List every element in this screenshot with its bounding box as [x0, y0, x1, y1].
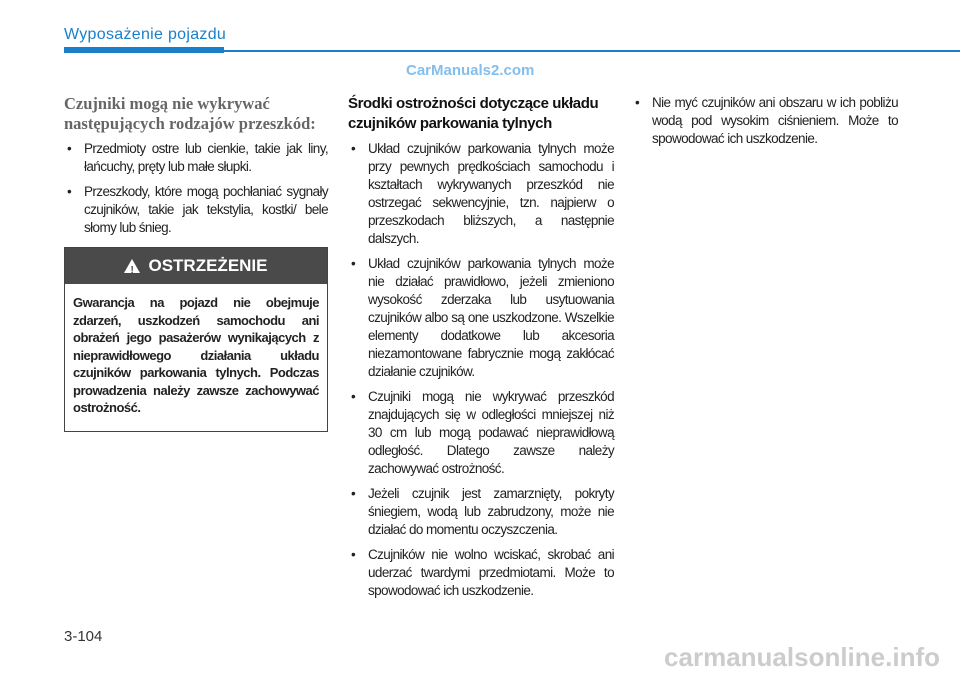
list-item: • Jeżeli czujnik jest zamarznięty, pokryty śniegiem, wodą lub zabrudzony, może nie działać do momentu oczyszczenia. [348, 485, 614, 539]
page-number: 3-104 [64, 628, 103, 645]
header-rule [224, 50, 960, 52]
list-item: • Układ czujników parkowania tylnych może nie działać prawidłowo, jeżeli zmieniono wysokość zderzaka lub usytuowania czujników albo są one uszkodzone. Wszelkie elementy dodatkowe lub akcesoria niezamontowane fabrycznie mogą zakłócać działanie czujników. [348, 255, 614, 381]
warning-text: Gwarancja na pojazd nie obejmuje zdarzeń, uszkodzeń samochodu ani obrażeń jego pasażerów wynikających z nieprawidłowego działania układu czujników parkowania tylnych. Podczas prowadzenia należy zawsze zachowywać ostrożność. [73, 295, 319, 415]
list-item: • Przeszkody, które mogą pochłaniać sygnały czujników, takie jak tekstylia, kostki/ bele słomy lub śnieg. [64, 183, 328, 237]
precautions-heading: Środki ostrożności dotyczące układu czujników parkowania tylnych [348, 95, 599, 132]
warning-triangle-icon: ! [124, 259, 140, 273]
column-2 [348, 94, 614, 607]
list-item: • Nie myć czujników ani obszaru w ich pobliżu wodą pod wysokim ciśnieniem. Może to spowodować ich uszkodzenie. [632, 94, 898, 148]
list-item: • Przedmioty ostre lub cienkie, takie jak liny, łańcuchy, pręty lub małe słupki. [64, 140, 328, 176]
watermark: CarManuals2.com [406, 62, 535, 79]
list-item: • Układ czujników parkowania tylnych może przy pewnych prędkościach samochodu i kształtach wykrywanych przeszkód nie ostrzegać sekwencyjnie, tzn. najpierw o przeszkodach bliższych, a następnie dalszych. [348, 140, 614, 248]
column-3 [632, 94, 898, 155]
warning-header [65, 248, 327, 284]
warning-box [64, 247, 328, 432]
list-item: • Czujników nie wolno wciskać, skrobać ani uderzać twardymi przedmiotami. Może to spowodować ich uszkodzenie. [348, 546, 614, 600]
list-item: • Czujniki mogą nie wykrywać przeszkód znajdujących się w odległości mniejszej niż 30 cm lub mogą podawać nieprawidłową odległość. Dlatego zawsze należy zachowywać ostrożność. [348, 388, 614, 478]
column-1 [64, 94, 328, 432]
warning-title: OSTRZEŻENIE [148, 256, 268, 275]
section-header: Wyposażenie pojazdu [64, 26, 227, 43]
header-accent-bar [64, 47, 224, 53]
obstacles-heading: Czujniki mogą nie wykrywać następujących rodzajów przeszkód: [64, 94, 316, 133]
footer-site-watermark: carmanualsonline.info [664, 642, 940, 672]
